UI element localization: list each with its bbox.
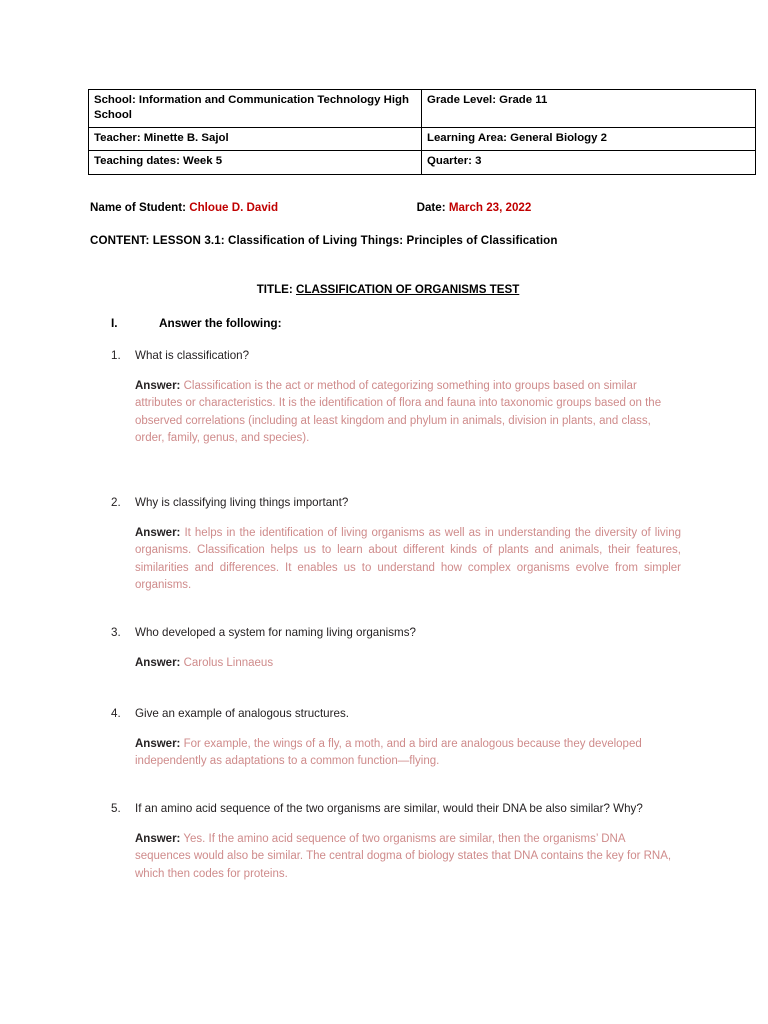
table-row [89,151,756,174]
answer-label: Answer: [135,832,181,845]
section-numeral: I. [111,316,118,330]
answer-text-2: It helps in the identification of living organisms as well as in understanding the diversity of living organisms. Classification helps us to learn about different kinds of plants and animals, their features, similarities and differences. It enables us to understand how complex organisms evolve from simpler organisms. [135,526,681,592]
question-number-3: 3. [111,626,121,639]
question-block-2 [111,495,681,595]
answer-1 [135,378,681,448]
table-row [89,128,756,151]
table-cell-quarter: Quarter: 3 [422,151,756,174]
title-underlined-text: CLASSIFICATION OF ORGANISMS TEST [296,283,520,296]
table-row [89,90,756,128]
title-prefix: TITLE: [256,283,296,296]
name-label: Name of Student: [90,201,186,214]
question-block-1 [111,348,681,448]
section-heading-label: Answer the following: [159,316,282,330]
question-block-5 [111,801,681,883]
content-lesson-line: CONTENT: LESSON 3.1: Classification of Living Things: Principles of Classification [90,234,558,247]
table-cell-school: School: Information and Communication Technology High School [89,90,422,128]
answer-label: Answer: [135,656,181,669]
question-prompt-1: What is classification? [135,349,250,362]
date-value: March 23, 2022 [448,201,532,214]
table-cell-grade-level: Grade Level: Grade 11 [422,90,756,128]
answer-text-4: For example, the wings of a fly, a moth, and a bird are analogous because they developed independently as adaptations to a common function—flying. [135,737,642,768]
question-number-4: 4. [111,707,121,720]
question-prompt-5: If an amino acid sequence of the two organisms are similar, would their DNA be also similar? Why? [135,802,643,815]
question-text-3 [111,625,681,641]
answer-text-1: Classification is the act or method of categorizing something into groups based on similar attributes or characteristics. It is the identification of flora and fauna into taxonomic groups based on the observed correlations (including at least kingdom and phylum in animals, division in plants, and class, order, family, genus, and species). [135,379,662,445]
answer-5 [135,831,681,883]
date-label: Date: [416,201,446,214]
question-block-3 [111,625,681,672]
table-cell-teacher: Teacher: Minette B. Sajol [89,128,422,151]
answer-2 [135,525,681,595]
answer-label: Answer: [135,379,181,392]
answer-text-3: Carolus Linnaeus [183,656,274,669]
table-cell-learning-area: Learning Area: General Biology 2 [422,128,756,151]
question-number-5: 5. [111,802,121,815]
question-text-5 [111,801,681,817]
lesson-info-table [88,89,756,175]
student-name-value: Chloue D. David [189,201,279,214]
student-name-date-line [90,201,710,214]
answer-label: Answer: [135,737,181,750]
answer-label: Answer: [135,526,181,539]
question-number-1: 1. [111,349,121,362]
question-text-1 [111,348,681,364]
question-prompt-4: Give an example of analogous structures. [135,707,349,720]
section-heading [111,316,282,330]
table-cell-teaching-dates: Teaching dates: Week 5 [89,151,422,174]
page-title [88,283,688,296]
question-number-2: 2. [111,496,121,509]
question-text-4 [111,706,681,722]
question-block-4 [111,706,681,771]
question-text-2 [111,495,681,511]
question-prompt-2: Why is classifying living things important? [135,496,349,509]
answer-3 [135,655,681,672]
answer-text-5: Yes. If the amino acid sequence of two organisms are similar, then the organisms’ DNA sequences would also be similar. The central dogma of biology states that DNA contains the key for RNA, which then codes for proteins. [135,832,672,880]
answer-4 [135,736,681,771]
question-prompt-3: Who developed a system for naming living organisms? [135,626,416,639]
